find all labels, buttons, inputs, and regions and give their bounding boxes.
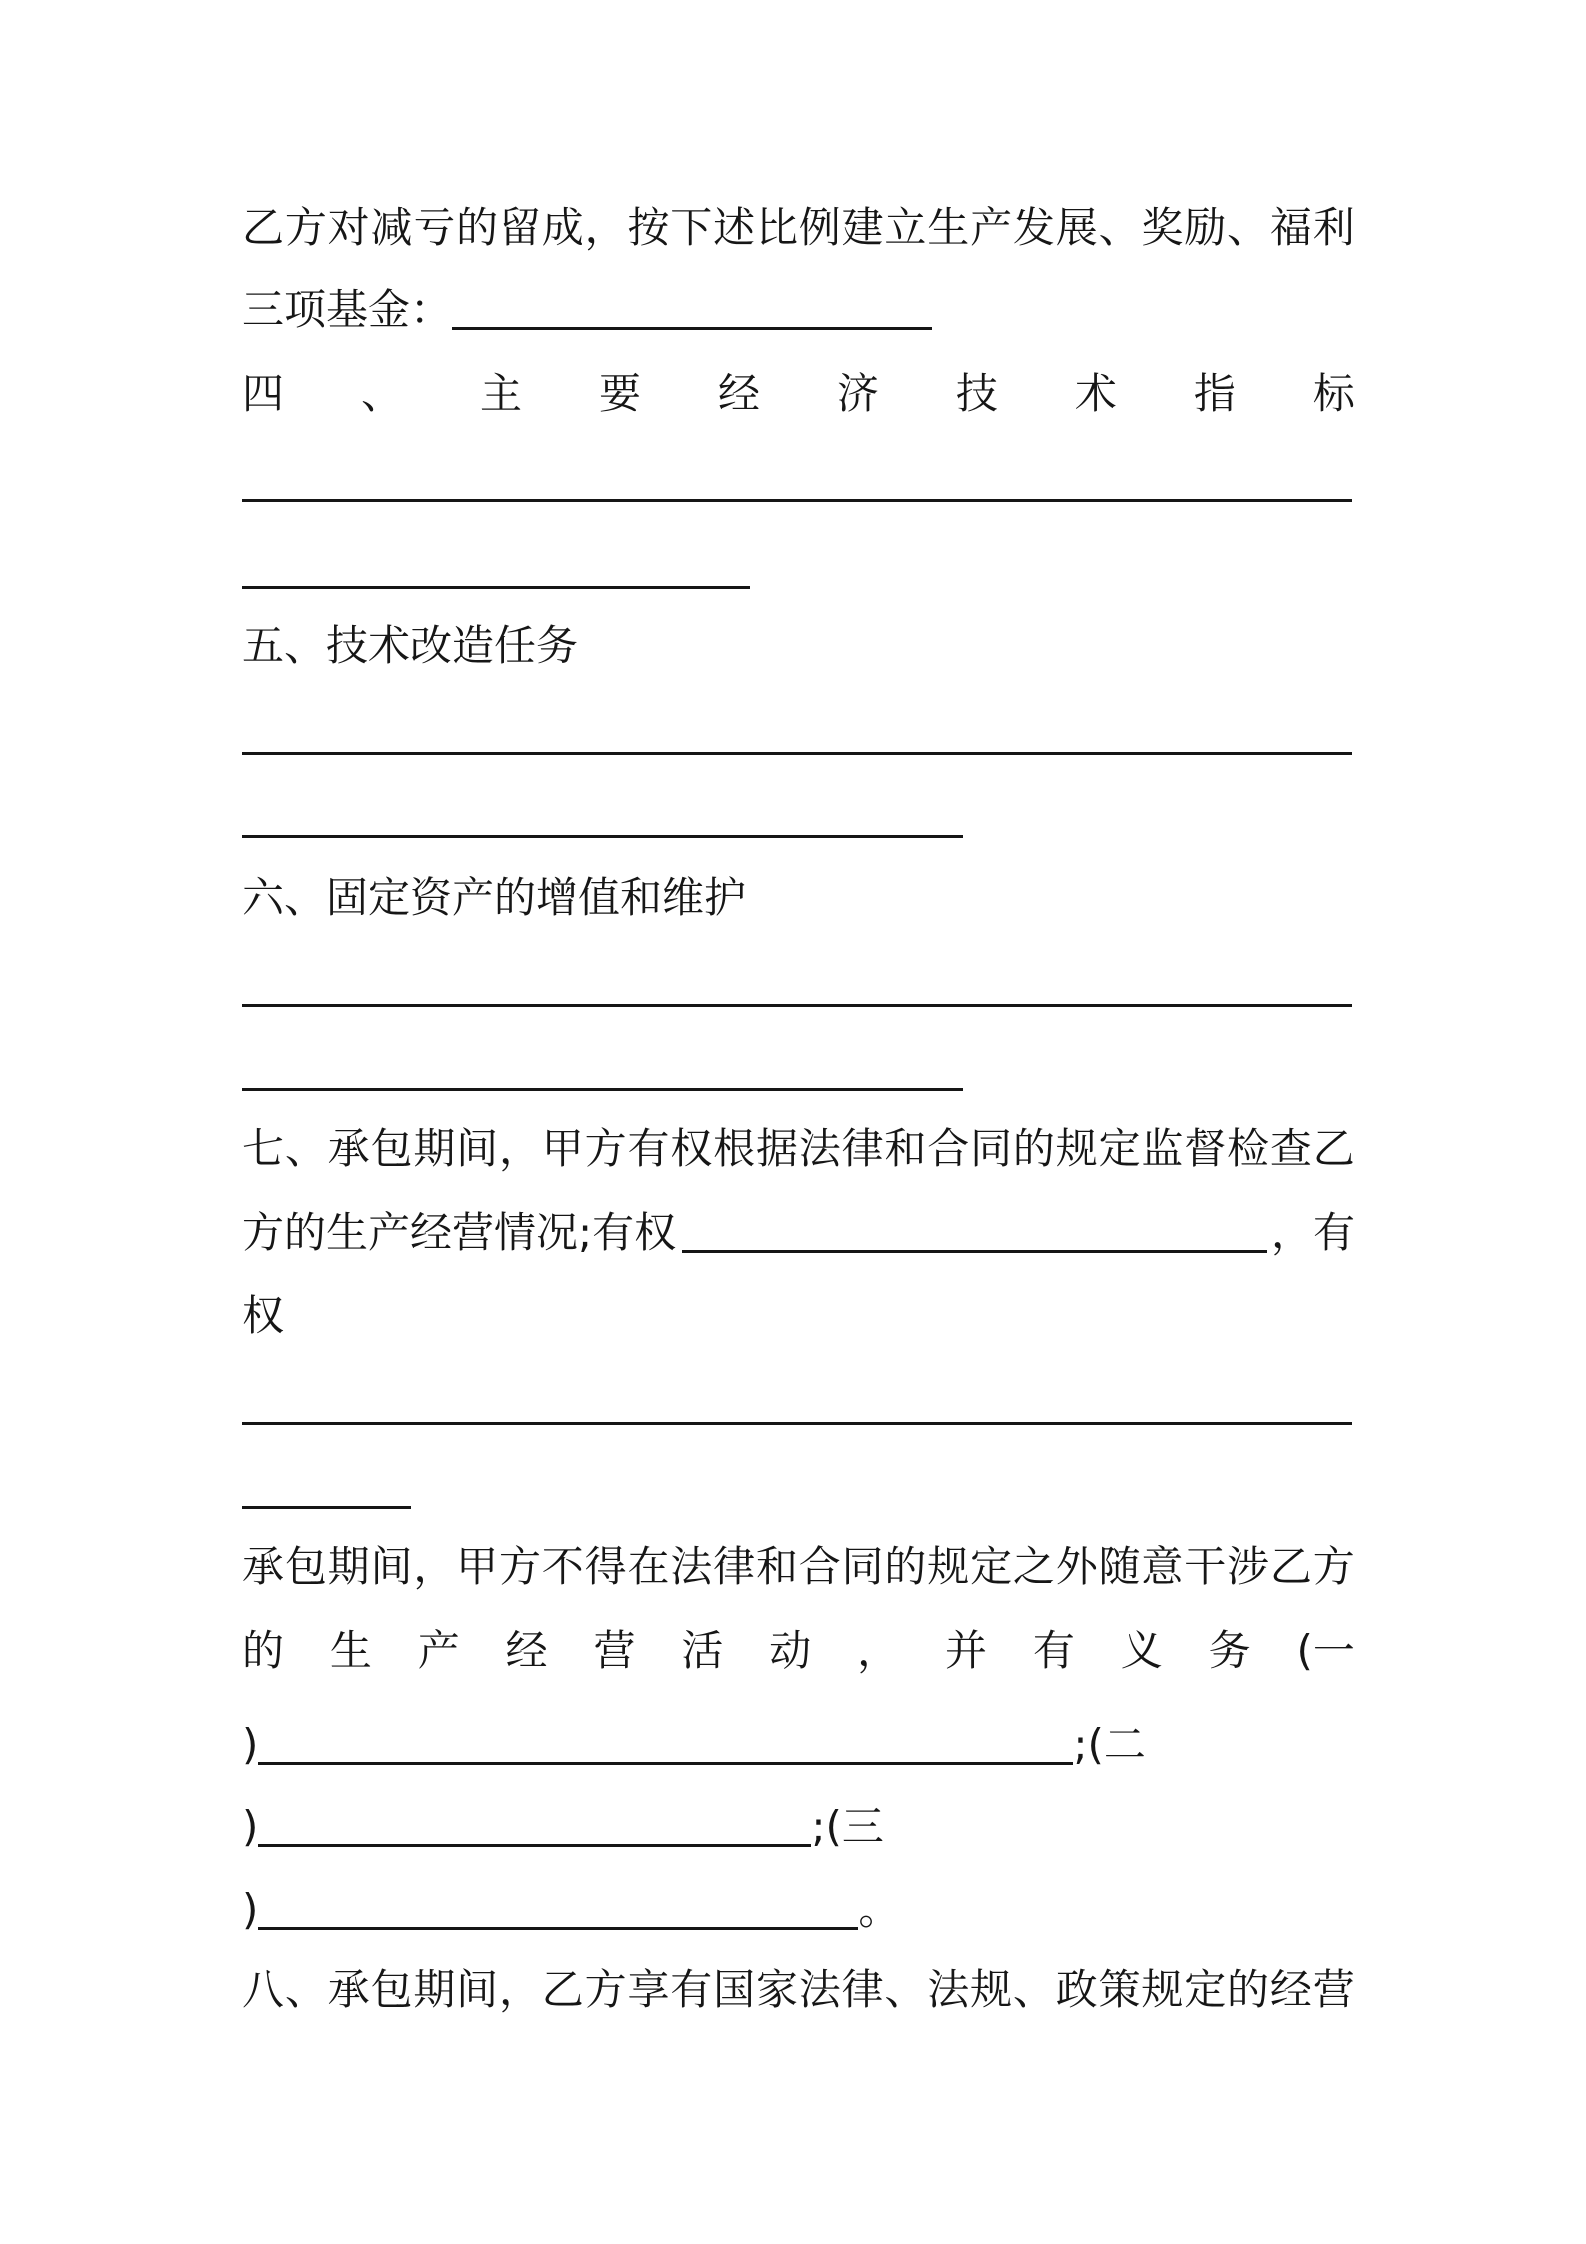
glyph: 意	[1141, 1542, 1184, 1591]
glyph: 定	[970, 1542, 1013, 1591]
glyph: 经	[1269, 1965, 1312, 2014]
glyph: 国	[713, 1965, 756, 2014]
glyph: 有	[627, 1124, 670, 1173]
glyph: 查	[1269, 1124, 1312, 1173]
glyph: 动	[769, 1626, 812, 1675]
glyph: 下	[670, 203, 713, 252]
glyph: 标	[1312, 369, 1355, 418]
glyph: 的	[242, 1626, 285, 1675]
glyph: 包	[284, 1542, 327, 1591]
glyph: 主	[479, 369, 522, 418]
glyph: 监	[1141, 1124, 1184, 1173]
fund-line	[242, 280, 1355, 340]
fund-blank-line	[452, 327, 932, 330]
glyph: 有	[1032, 1626, 1075, 1675]
glyph: 规	[1141, 1965, 1184, 2014]
glyph: 、	[284, 1965, 327, 2014]
glyph: 干	[1184, 1542, 1227, 1591]
glyph: 营	[1312, 1965, 1355, 2014]
obligation-item-3	[242, 1880, 1355, 1940]
obligation-item-3-end: 。	[858, 1885, 901, 1934]
glyph: 发	[1012, 203, 1055, 252]
glyph: 间	[370, 1542, 413, 1591]
glyph: 律	[841, 1124, 884, 1173]
glyph: 规	[970, 1965, 1013, 2014]
glyph: 四	[242, 369, 285, 418]
glyph: 利	[1312, 203, 1355, 252]
glyph: 方	[1312, 1542, 1355, 1591]
glyph: 、	[884, 1965, 927, 2014]
glyph: 产	[970, 203, 1013, 252]
glyph: 期	[327, 1542, 370, 1591]
supervision-right-blank-line	[682, 1250, 1267, 1253]
glyph: 和	[884, 1124, 927, 1173]
heading-fixed-assets: 六、固定资产的增值和维护	[242, 873, 747, 922]
glyph: 根	[713, 1124, 756, 1173]
section7-line2-before: 方的生产经营情况;有权	[242, 1208, 677, 1257]
indicators-blank-line-2	[242, 586, 750, 589]
glyph: 留	[498, 203, 541, 252]
glyph: 得	[584, 1542, 627, 1591]
glyph: ，	[413, 1542, 456, 1591]
glyph: 八	[242, 1965, 285, 2014]
glyph: 享	[627, 1965, 670, 2014]
glyph: 生	[329, 1626, 372, 1675]
glyph: 督	[1184, 1124, 1227, 1173]
obligation-item-3-open: )	[242, 1885, 259, 1934]
glyph: 展	[1055, 203, 1098, 252]
fixed-assets-blank-line-1	[242, 1004, 1352, 1007]
glyph: 、	[1227, 203, 1270, 252]
right-blank-line-1	[242, 1422, 1352, 1425]
glyph: ，	[498, 1965, 541, 2014]
obligation-item-2	[242, 1797, 1355, 1857]
profit-retention-line	[242, 198, 1355, 258]
glyph: 励	[1184, 203, 1227, 252]
glyph: 和	[755, 1542, 798, 1591]
section7-para2-line2	[242, 1621, 1355, 1681]
glyph: 家	[755, 1965, 798, 2014]
glyph: 政	[1055, 1965, 1098, 2014]
obligation-item-1-end: ;(二	[1073, 1720, 1146, 1769]
glyph: 乙	[1312, 1124, 1355, 1173]
glyph: 例	[798, 203, 841, 252]
section8-line1	[242, 1960, 1355, 2020]
glyph: 检	[1227, 1124, 1270, 1173]
glyph: 述	[713, 203, 756, 252]
glyph: 承	[327, 1965, 370, 2014]
glyph: 营	[593, 1626, 636, 1675]
glyph: 奖	[1141, 203, 1184, 252]
glyph: 要	[598, 369, 641, 418]
glyph: 间	[456, 1124, 499, 1173]
glyph: 对	[327, 203, 370, 252]
glyph: 乙	[242, 203, 285, 252]
glyph: ，	[857, 1626, 900, 1675]
glyph: 法	[927, 1965, 970, 2014]
glyph: 法	[798, 1965, 841, 2014]
heading-economic-indicators	[242, 364, 1355, 424]
glyph: 在	[627, 1542, 670, 1591]
obligation-item-1-open: )	[242, 1720, 259, 1769]
glyph: 外	[1055, 1542, 1098, 1591]
obligation-item-2-blank-line	[258, 1844, 811, 1847]
glyph: 方	[498, 1542, 541, 1591]
glyph: 法	[798, 1124, 841, 1173]
glyph: 亏	[413, 203, 456, 252]
glyph: 经	[505, 1626, 548, 1675]
fund-label: 三项基金：	[242, 285, 453, 334]
glyph: 律	[713, 1542, 756, 1591]
glyph: 七	[242, 1124, 285, 1173]
glyph: 术	[1074, 369, 1117, 418]
glyph: 策	[1098, 1965, 1141, 2014]
glyph: 据	[755, 1124, 798, 1173]
glyph: 按	[627, 203, 670, 252]
glyph: 涉	[1227, 1542, 1270, 1591]
glyph: 方	[584, 1965, 627, 2014]
indicators-blank-line-1	[242, 499, 1352, 502]
glyph: 随	[1098, 1542, 1141, 1591]
glyph: 之	[1012, 1542, 1055, 1591]
glyph: 甲	[541, 1124, 584, 1173]
glyph: 产	[417, 1626, 460, 1675]
glyph: 法	[670, 1542, 713, 1591]
glyph: 律	[841, 1965, 884, 2014]
glyph: 合	[927, 1124, 970, 1173]
glyph: 务	[1208, 1626, 1251, 1675]
section7-line3: 权	[242, 1291, 285, 1340]
glyph: 活	[681, 1626, 724, 1675]
glyph: 生	[927, 203, 970, 252]
glyph: 成	[541, 203, 584, 252]
glyph: 承	[242, 1542, 285, 1591]
glyph: 立	[884, 203, 927, 252]
glyph: 有	[670, 1965, 713, 2014]
glyph: 并	[945, 1626, 988, 1675]
glyph: 定	[1098, 1124, 1141, 1173]
glyph: 乙	[541, 1965, 584, 2014]
glyph: 的	[884, 1542, 927, 1591]
glyph: 减	[370, 203, 413, 252]
glyph: 、	[284, 1124, 327, 1173]
glyph: 、	[1012, 1965, 1055, 2014]
glyph: 比	[755, 203, 798, 252]
glyph: 义	[1120, 1626, 1163, 1675]
glyph: 乙	[1269, 1542, 1312, 1591]
obligation-item-3-blank-line	[258, 1927, 858, 1930]
glyph: ，	[498, 1124, 541, 1173]
glyph: ，	[584, 203, 627, 252]
glyph: 承	[327, 1124, 370, 1173]
glyph: 间	[456, 1965, 499, 2014]
glyph: 合	[798, 1542, 841, 1591]
glyph: 的	[1227, 1965, 1270, 2014]
glyph: 建	[841, 203, 884, 252]
glyph: 经	[717, 369, 760, 418]
glyph: 甲	[456, 1542, 499, 1591]
glyph: 福	[1269, 203, 1312, 252]
obligation-item-1	[242, 1715, 1355, 1775]
glyph: 定	[1184, 1965, 1227, 2014]
obligation-item-2-open: )	[242, 1802, 259, 1851]
glyph: 方	[584, 1124, 627, 1173]
glyph: 包	[370, 1124, 413, 1173]
glyph: 、	[1098, 203, 1141, 252]
glyph: 不	[541, 1542, 584, 1591]
glyph: 包	[370, 1965, 413, 2014]
glyph: 的	[456, 203, 499, 252]
heading-technical-renovation: 五、技术改造任务	[242, 621, 579, 670]
section7-line1	[242, 1119, 1355, 1179]
renovation-blank-line-2	[242, 835, 963, 838]
glyph: 的	[1012, 1124, 1055, 1173]
section7-line2-after: ，有	[1270, 1208, 1355, 1257]
glyph: 、	[360, 369, 403, 418]
obligation-item-2-end: ;(三	[811, 1802, 884, 1851]
glyph: 方	[284, 203, 327, 252]
obligation-item-1-blank-line	[258, 1762, 1073, 1765]
glyph: 权	[670, 1124, 713, 1173]
section7-line2	[242, 1203, 1355, 1263]
glyph: (一	[1296, 1626, 1355, 1675]
glyph: 济	[836, 369, 879, 418]
glyph: 期	[413, 1124, 456, 1173]
glyph: 同	[970, 1124, 1013, 1173]
right-blank-line-2	[242, 1506, 411, 1509]
glyph: 期	[413, 1965, 456, 2014]
fixed-assets-blank-line-2	[242, 1088, 963, 1091]
glyph: 规	[1055, 1124, 1098, 1173]
glyph: 指	[1193, 369, 1236, 418]
glyph: 规	[927, 1542, 970, 1591]
glyph: 技	[955, 369, 998, 418]
glyph: 同	[841, 1542, 884, 1591]
section7-para2-line1	[242, 1537, 1355, 1597]
renovation-blank-line-1	[242, 752, 1352, 755]
